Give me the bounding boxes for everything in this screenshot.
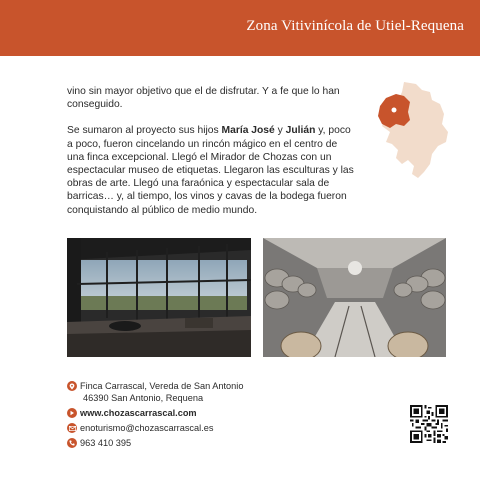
contact-website[interactable] [67,407,327,419]
contact-address [67,380,327,404]
address-line-1: Finca Carrascal, Vereda de San Antonio [80,381,244,391]
body-text [67,85,357,230]
location-pin-icon [67,381,77,391]
address-lines [80,380,243,404]
play-arrow-icon [67,408,77,418]
photo-mirador [67,238,251,357]
header-band [0,0,480,56]
photo-barrel-cellar [263,238,446,357]
header-title: Zona Vitivinícola de Utiel-Requena [246,18,464,34]
email-link[interactable]: enoturismo@chozascarrascal.es [80,423,214,433]
phone-number[interactable]: 963 410 395 [80,438,132,448]
paragraph-2 [67,124,357,216]
qr-code[interactable] [410,405,448,443]
contact-info [67,380,327,452]
contact-phone[interactable] [67,437,327,449]
envelope-icon [67,423,77,433]
paragraph-2-text-b: y [274,125,286,137]
name-julian: Julián [285,125,316,137]
region-marker [392,108,397,113]
paragraph-2-text-a: Se sumaron al proyecto sus hijos [67,125,222,137]
paragraph-2-text-c: y, poco a poco, fueron cincelando un rincón mágico en el centro de una finca excepcional. Llegó el Mirador de Chozas con un espectacular museo de etiquetas. Llegaron las esculturas y las obras de arte. Llegó una faraónica y espectacular sala de barricas… y, al tiempo, los vinos y cavas de la bodega fueron conquistando al público de medio mundo. [67,125,354,216]
paragraph-1: vino sin mayor objetivo que el de disfrutar. Y a fe que lo han conseguido. [67,86,340,111]
name-maria-jose: María José [221,125,275,137]
region-map [372,80,450,180]
contact-email[interactable] [67,422,327,434]
address-line-2: 46390 San Antonio, Requena [83,393,204,403]
website-link[interactable]: www.chozascarrascal.com [80,408,197,418]
phone-icon [67,438,77,448]
